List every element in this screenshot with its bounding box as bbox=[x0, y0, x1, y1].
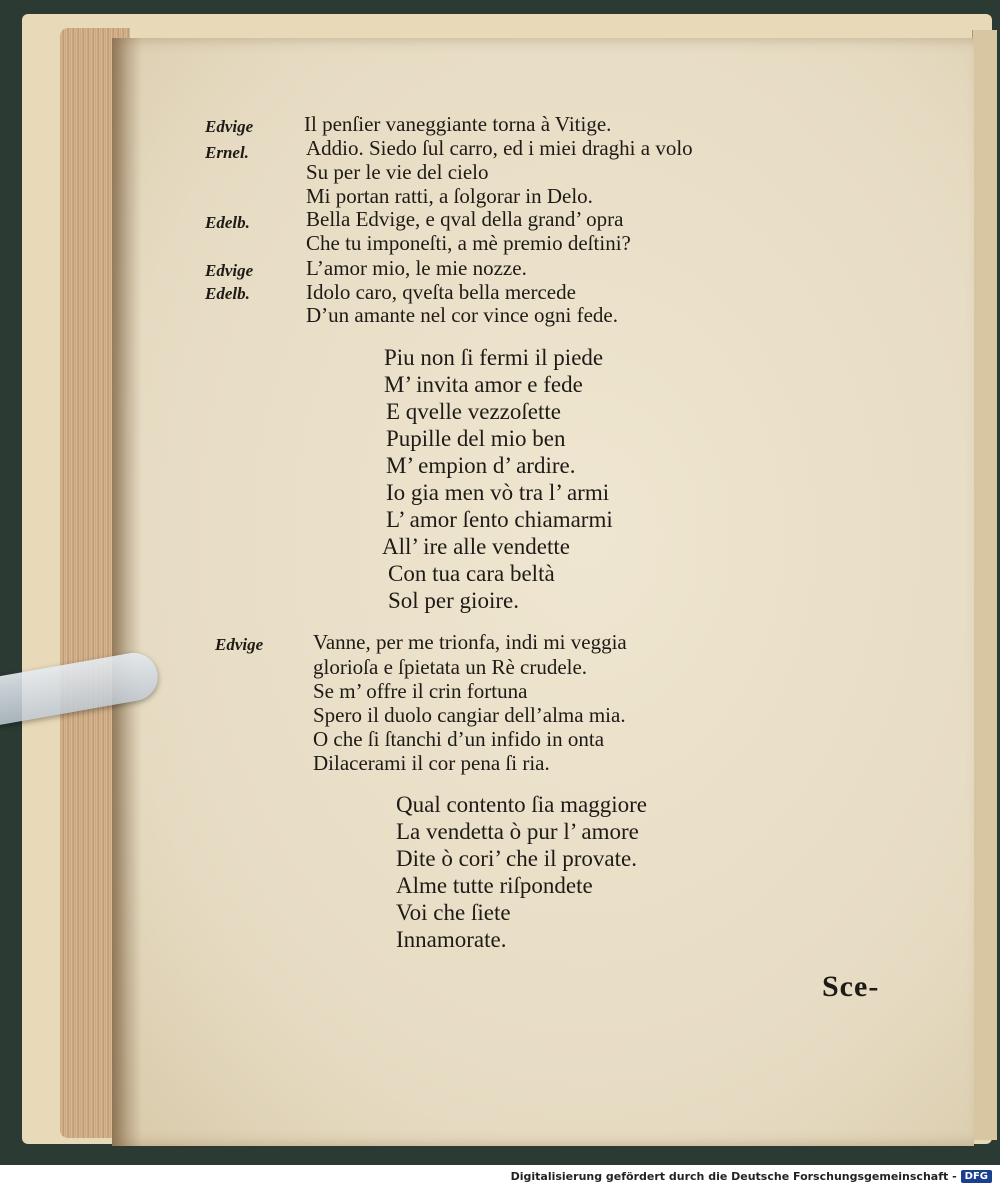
aria-line: Sol per gioire. bbox=[388, 588, 519, 613]
aria-line: Piu non ſi fermi il piede bbox=[384, 345, 604, 370]
speaker-label: Edvige bbox=[215, 635, 264, 654]
verse-line: Il penſier vaneggiante torna à Vitige. bbox=[304, 112, 612, 136]
aria-line: Innamorate. bbox=[396, 927, 507, 952]
aria-line: Dite ò cori’ che il provate. bbox=[396, 846, 637, 871]
verse-line: glorioſa e ſpietata un Rè crudele. bbox=[313, 655, 588, 679]
aria-line: Con tua cara beltà bbox=[388, 561, 555, 586]
aria-line: Qual contento ſia maggiore bbox=[396, 792, 648, 817]
catchword: Sce- bbox=[822, 970, 880, 1003]
speaker-label: Edvige bbox=[205, 261, 254, 280]
verse-line: Addio. Siedo ſul carro, ed i miei draghi a volo bbox=[306, 136, 693, 160]
speaker-label: Edelb. bbox=[205, 284, 250, 303]
spine-shadow bbox=[112, 38, 142, 1146]
speaker-label: Edvige bbox=[205, 117, 254, 136]
verse-line: Spero il duolo cangiar dell’alma mia. bbox=[313, 703, 626, 727]
aria-line: E qvelle vezzoſette bbox=[386, 399, 561, 424]
credit-text: Digitalisierung gefördert durch die Deutsche Forschungsgemeinschaft - bbox=[510, 1169, 957, 1183]
verse-line: Che tu imponeſti, a mè premio deſtini? bbox=[306, 231, 631, 255]
verse-line: Dilacerami il cor pena ſi ria. bbox=[313, 751, 550, 775]
verse-line: Mi portan ratti, a ſolgorar in Delo. bbox=[306, 184, 593, 208]
dfg-logo-icon: DFG bbox=[961, 1170, 992, 1183]
aria-line: Voi che ſiete bbox=[396, 900, 511, 925]
aria-line: L’ amor ſento chiamarmi bbox=[386, 507, 613, 532]
aria-line: Alme tutte riſpondete bbox=[396, 873, 593, 898]
verse-line: L’amor mio, le mie nozze. bbox=[306, 256, 527, 280]
verse-line: Bella Edvige, e qval della grand’ opra bbox=[306, 207, 624, 231]
facing-page-edge bbox=[972, 30, 997, 1140]
verse-line: Su per le vie del cielo bbox=[306, 160, 489, 184]
aria-line: M’ empion d’ ardire. bbox=[386, 453, 576, 478]
verse-line: Se m’ offre il crin fortuna bbox=[313, 679, 528, 703]
digitization-credit bbox=[511, 1168, 992, 1184]
verse-line: D’un amante nel cor vince ogni fede. bbox=[306, 303, 618, 327]
aria-line: La vendetta ò pur l’ amore bbox=[396, 819, 639, 844]
verse-line: Idolo caro, qveſta bella mercede bbox=[306, 280, 576, 304]
aria-line: All’ ire alle vendette bbox=[382, 534, 570, 559]
speaker-label: Ernel. bbox=[205, 143, 249, 162]
aria-line: Io gia men vò tra l’ armi bbox=[386, 480, 610, 505]
speaker-label: Edelb. bbox=[205, 213, 250, 232]
aria-line: M’ invita amor e fede bbox=[384, 372, 583, 397]
aria-line: Pupille del mio ben bbox=[386, 426, 566, 451]
verse-line: Vanne, per me trionfa, indi mi veggia bbox=[313, 630, 627, 654]
verse-line: O che ſi ſtanchi d’un infido in onta bbox=[313, 727, 605, 751]
